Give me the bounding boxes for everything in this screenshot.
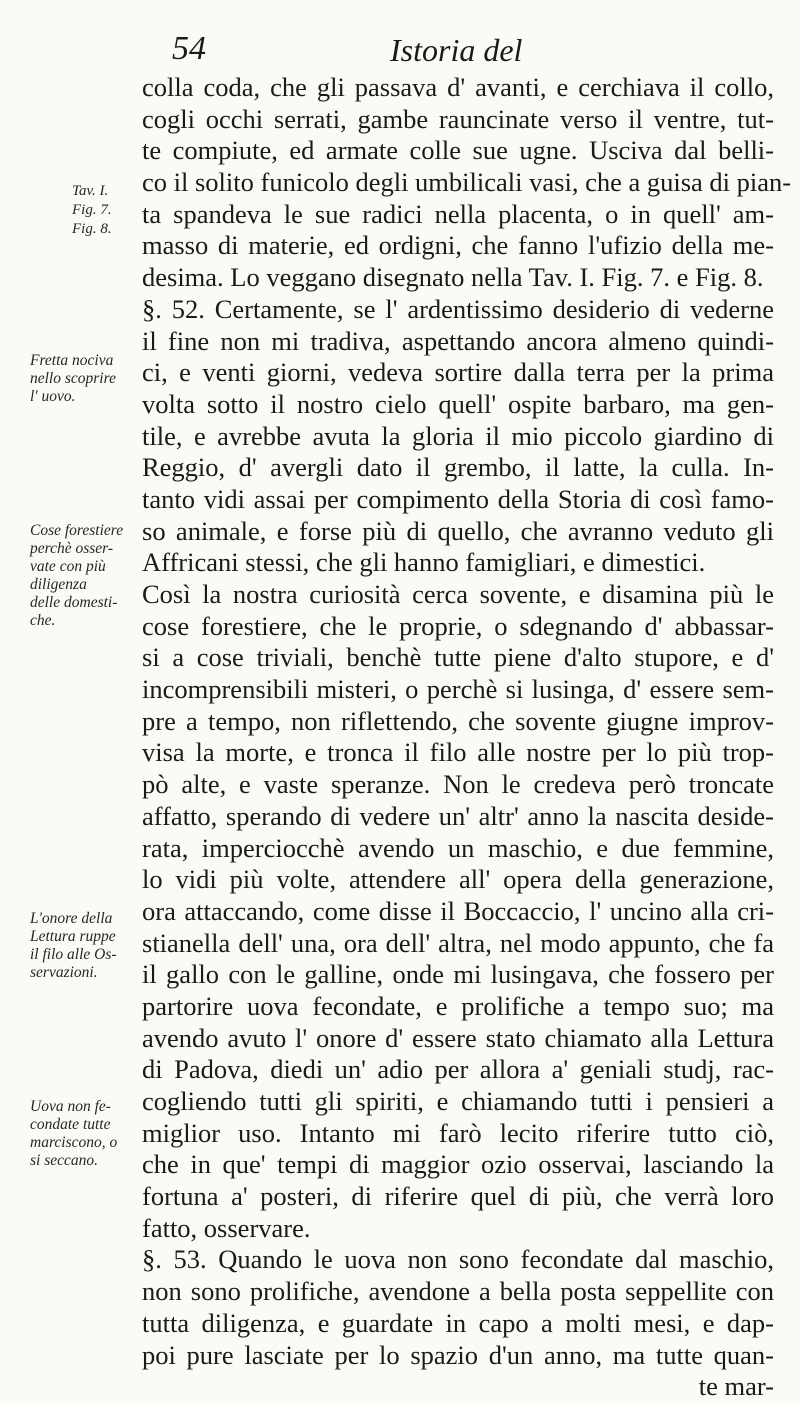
margin-note-line: nello scoprire [30,370,116,387]
text-line: pre a tempo, non riflettendo, che sovente giugne improv- [142,705,774,736]
text-line: visa la morte, e tronca il filo alle nostre per lo più trop- [142,737,774,768]
text-line: affatto, sperando di vedere un' altr' anno la nascita deside- [142,800,774,831]
text-line: Così la nostra curiosità cerca sovente, e disamina più le [142,579,774,609]
margin-note-line: si seccano. [30,1152,99,1169]
running-head: Istoria del [390,32,523,68]
margin-note-line: Fretta nociva [30,352,114,369]
text-line: volta sotto il nostro cielo quell' ospite barbaro, ma gen- [142,388,774,419]
text-line: ci, e venti giorni, vedeva sortire dalla terra per la prima [142,357,774,388]
text-line: avendo avuto l' onore d' essere stato chiamato alla Lettura [142,1022,774,1053]
margin-note-line: L'onore della [30,910,113,927]
page-number: 54 [172,30,206,67]
margin-note-line: servazioni. [30,964,98,981]
text-line: ora attaccando, come disse il Boccaccio, l' uncino alla cri- [142,895,774,926]
page-header [0,20,800,70]
text-line: co il solito funicolo degli umbilicali vasi, che a guisa di pian- [142,167,792,198]
text-line: cose forestiere, che le proprie, o sdegnando d' abbassar- [142,610,774,641]
margin-note-line: l' uovo. [30,388,76,405]
text-line: il gallo con le galline, onde mi lusingava, che fossero per [142,959,774,990]
main-text-block [142,72,792,1403]
margin-note-line: Cose forestiere [30,522,124,539]
margin-note-line: Fig. 8. [72,221,112,237]
margin-note-line: Uova non fe- [30,1098,111,1115]
margin-note-line: marciscono, o [30,1134,118,1151]
margin-note-uova [30,1098,152,1170]
text-line: si a cose triviali, benchè tutte piene d'alto stupore, e d' [142,642,774,673]
text-line: cogliendo tutti gli spiriti, e chiamando tutti i pensieri a [142,1086,774,1116]
text-line: stianella dell' una, ora dell' altra, nel modo appunto, che fa [142,927,774,958]
text-line: incomprensibili misteri, o perchè si lusinga, d' essere sem- [142,674,774,705]
margin-note-line: condate tutte [30,1116,111,1133]
text-line: il fine non mi tradiva, aspettando ancora almeno quindi- [142,325,774,356]
text-line: lo vidi più volte, attendere all' opera della generazione, [142,864,774,895]
margin-note-line: delle domesti- [30,594,118,611]
text-line: di Padova, diedi un' adio per allora a' geniali studj, rac- [142,1054,774,1085]
text-line: poi pure lasciate per lo spazio d'un anno, ma tutte quan- [142,1339,774,1370]
margin-note-line: Lettura ruppe [30,928,116,945]
text-line: desima. Lo veggano disegnato nella Tav. I. Fig. 7. e Fig. 8. [142,262,764,293]
text-line: masso di materie, ed ordigni, che fanno l'ufizio della me- [142,230,774,261]
margin-note-line: il filo alle Os- [30,946,117,963]
text-line: Reggio, d' avergli dato il grembo, il latte, la culla. In- [142,452,774,483]
text-line: colla coda, che gli passava d' avanti, e cerchiava il collo, [142,72,774,102]
text-line: miglior uso. Intanto mi farò lecito riferire tutto ciò, [142,1117,774,1148]
text-line: tutta diligenza, e guardate in capo a molti mesi, e dap- [142,1307,774,1338]
text-line: fatto, osservare. [142,1212,311,1243]
text-line: cogli occhi serrati, gambe rauncinate verso il ventre, tut- [142,103,774,134]
margin-note-line: Tav. I. [72,183,109,199]
margin-note-line: Fig. 7. [72,202,112,218]
text-line: te compiute, ed armate colle sue ugne. Usciva dal belli- [142,135,774,166]
text-line: §. 53. Quando le uova non sono fecondate dal maschio, [142,1244,774,1275]
text-line: Affricani stessi, che gli hanno famigliari, e dimestici. [142,547,706,578]
margin-note-fretta [30,352,152,406]
text-line: so animale, e forse più di quello, che avranno veduto gli [142,515,774,546]
text-line: ta spandeva le sue radici nella placenta, o in quell' am- [142,198,774,229]
text-line: §. 52. Certamente, se l' ardentissimo desiderio di vederne [142,293,774,324]
margin-note-cose [30,522,152,630]
margin-note-line: vate con più [30,558,106,575]
text-line: partorire uova fecondate, e prolifiche a tempo suo; ma [142,990,774,1021]
margin-note-tav [72,182,194,239]
text-line: rata, imperciocchè avendo un maschio, e due femmine, [142,832,774,863]
text-line: che in que' tempi di maggior ozio osservai, lasciando la [142,1149,774,1180]
text-line: fortuna a' posteri, di riferire quel di più, che verrà loro [142,1181,774,1212]
text-line: tile, e avrebbe avuta la gloria il mio piccolo giardino di [142,420,774,451]
margin-note-onore [30,910,152,982]
margin-note-line: diligenza [30,576,87,593]
text-line: non sono prolifiche, avendone a bella posta seppellite con [142,1276,774,1307]
text-line: te mar- [698,1371,774,1402]
margin-note-line: perchè osser- [30,540,114,557]
text-line: tanto vidi assai per compimento della Storia di così famo- [142,483,774,514]
margin-note-line: che. [30,612,56,629]
text-line: pò alte, e vaste speranze. Non le credeva però troncate [142,769,774,800]
